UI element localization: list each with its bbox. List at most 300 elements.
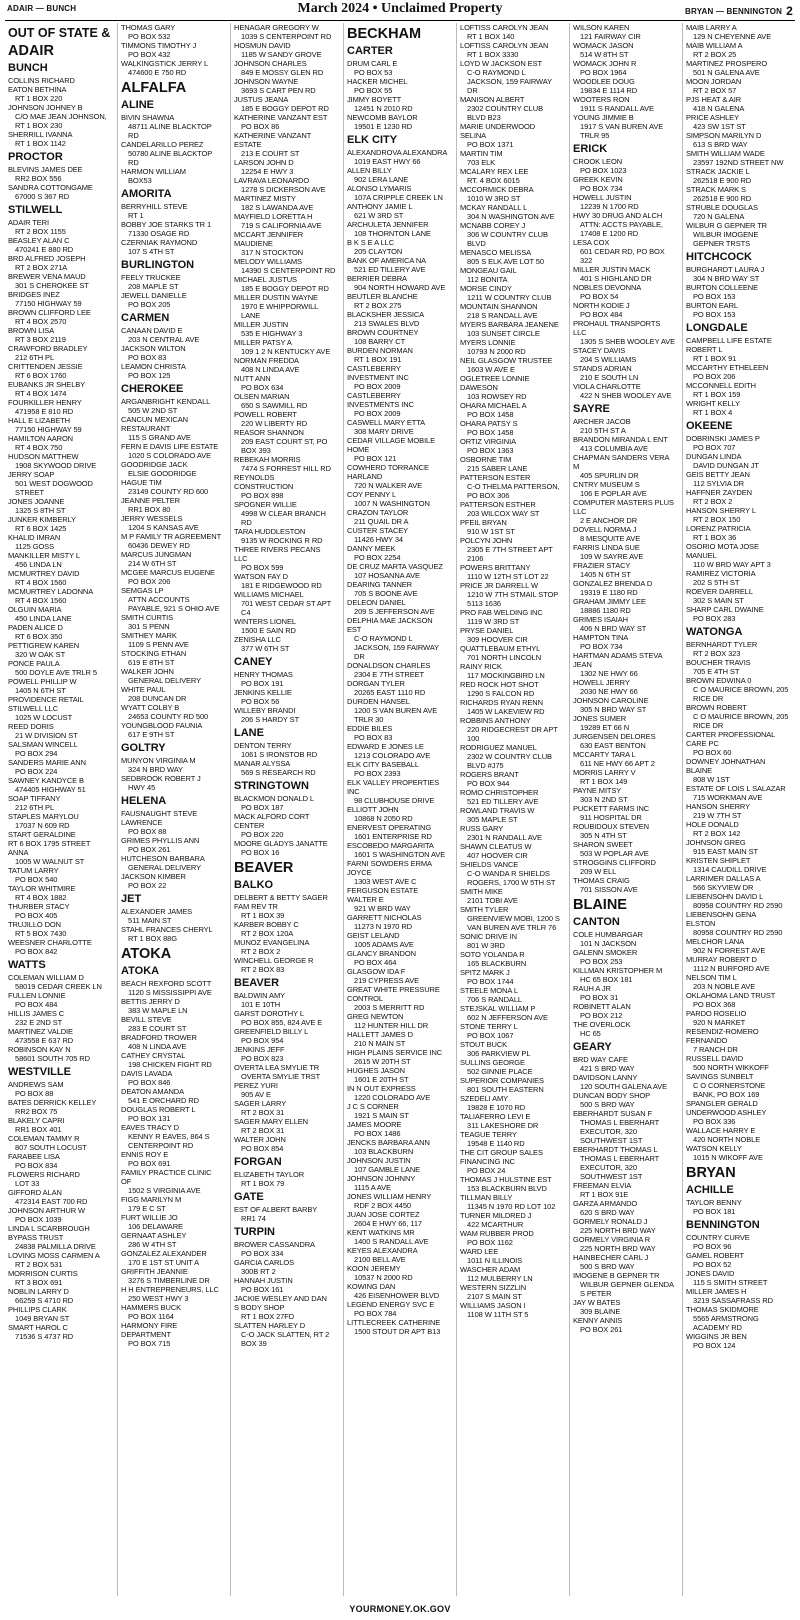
owner-address: 705 S BOONE AVE bbox=[354, 589, 418, 598]
owner-name: LLC bbox=[573, 507, 587, 516]
owner-address: 305 N 4TH ST bbox=[580, 831, 627, 840]
owner-address: RT 2 BOX 83 bbox=[241, 965, 285, 974]
owner-name: HAFFNER ZAYDEN bbox=[686, 488, 752, 497]
owner-address: 2604 E HWY 66, 117 bbox=[354, 1219, 422, 1228]
listing-entry bbox=[460, 23, 567, 41]
owner-name: GARZA ARMANDO bbox=[573, 1199, 638, 1208]
owner-address: 112 BONITA bbox=[467, 275, 508, 284]
owner-address: 474600 E 750 RD bbox=[128, 68, 187, 77]
listing-entry bbox=[573, 77, 680, 95]
owner-name: ALEXANDER JAMES bbox=[121, 907, 193, 916]
owner-name: HAMMERS BUCK bbox=[121, 1303, 182, 1312]
listing-entry bbox=[686, 1072, 794, 1099]
owner-address: 232 E 2ND ST bbox=[15, 1018, 63, 1027]
listing-entry bbox=[121, 997, 228, 1015]
listing-entry bbox=[686, 605, 794, 623]
owner-name: BROWER CASSANDRA bbox=[234, 1240, 315, 1249]
owner-address: PO BOX 599 bbox=[241, 563, 284, 572]
owner-address: PO BOX 784 bbox=[354, 1309, 397, 1318]
owner-name: BROWN EDWINA 0 bbox=[686, 676, 752, 685]
owner-address: TRLR 95 bbox=[580, 131, 610, 140]
owner-name: JENKINS JEFF bbox=[234, 1045, 285, 1054]
owner-address: PO BOX 336 bbox=[693, 1117, 736, 1126]
listing-entry bbox=[234, 1009, 341, 1027]
listing-entry bbox=[8, 416, 115, 434]
listing-entry bbox=[234, 95, 341, 113]
owner-address: 1303 WEST AVE C bbox=[354, 877, 417, 886]
listing-entry bbox=[121, 478, 228, 496]
owner-name: PETTIGREW KAREN bbox=[8, 641, 80, 650]
listing-entry bbox=[460, 1040, 567, 1058]
owner-name: CUSTER STACEY bbox=[347, 526, 409, 535]
listing-entry bbox=[686, 874, 794, 892]
owner-name: NEWCOMB BAYLOR bbox=[347, 113, 418, 122]
listing-entry bbox=[573, 480, 680, 498]
owner-name: BOUCHER TRAVIS bbox=[686, 658, 751, 667]
listing-entry bbox=[573, 453, 680, 462]
owner-address: RT 1 BOX 1142 bbox=[15, 139, 66, 148]
owner-address: PO BOX 334 bbox=[241, 1249, 284, 1258]
town-heading: LONGDALE bbox=[686, 322, 748, 334]
owner-name: KATHERINE VANZANT EST bbox=[234, 113, 328, 122]
owner-name: DENTON TERRY bbox=[234, 741, 292, 750]
owner-name: ELLIOTT JOHN bbox=[347, 805, 399, 814]
owner-name: CENTER bbox=[234, 821, 265, 830]
owner-address: C-O RAYMOND L bbox=[354, 634, 413, 643]
owner-address: 23597 192ND STREET NW bbox=[693, 158, 784, 167]
owner-address: 1108 W 11TH ST 5 bbox=[467, 1310, 529, 1319]
listing-entry bbox=[460, 788, 567, 806]
owner-name: CEDAR VILLAGE MOBILE bbox=[347, 436, 436, 445]
owner-name: ARCHULETA JENNIFER bbox=[347, 220, 429, 229]
owner-address: 1015 N WIKOFF AVE bbox=[693, 1153, 763, 1162]
listing-entry bbox=[460, 968, 567, 986]
owner-address: PO BOX 898 bbox=[241, 491, 284, 500]
owner-name: SMITH CURTIS bbox=[121, 613, 173, 622]
listing-entry bbox=[347, 1102, 454, 1120]
owner-name: JONES DAVID bbox=[686, 1269, 735, 1278]
listing-entry bbox=[686, 730, 794, 739]
owner-name: DRUM CARL E bbox=[347, 59, 398, 68]
owner-address: 109 1 2 N KENTUCKY AVE bbox=[241, 347, 331, 356]
owner-address: WILBUR GEPNER GLENDA bbox=[580, 1280, 674, 1289]
listing-entry bbox=[121, 1177, 228, 1195]
owner-name: WASCHER ADAM bbox=[460, 1265, 521, 1274]
owner-address: RT 1 BOX 27FD bbox=[241, 1312, 295, 1321]
owner-address: 2615 W 20TH ST bbox=[354, 1057, 411, 1066]
owner-address: 503 W POPLAR AVE bbox=[580, 849, 649, 858]
owner-name: SMITHEY MARK bbox=[121, 631, 177, 640]
owner-name: CARTER PROFESSIONAL bbox=[686, 730, 776, 739]
listing-entry bbox=[234, 374, 341, 392]
listing-entry bbox=[8, 1323, 115, 1341]
owner-address: 24653 COUNTY RD 500 bbox=[128, 712, 209, 721]
owner-name: GRAHAM JIMMY LEE bbox=[573, 597, 646, 606]
owner-name: DOWNEY JOHNATHAN bbox=[686, 757, 766, 766]
owner-address: 807 SOUTH LOCUST bbox=[15, 1143, 87, 1152]
owner-address: 1601 E 20TH ST bbox=[354, 1075, 409, 1084]
owner-address: 212 6TH PL bbox=[15, 803, 55, 812]
owner-address: 701 SISSON AVE bbox=[580, 885, 638, 894]
owner-address: PO BOX 2393 bbox=[354, 769, 401, 778]
listing-entry bbox=[573, 732, 680, 750]
listing-entry bbox=[234, 1081, 341, 1099]
owner-name: MACK ALFORD CORT bbox=[234, 812, 310, 821]
owner-name: LAWRENCE bbox=[121, 818, 163, 827]
listing-entry bbox=[347, 994, 454, 1012]
owner-address: 211 QUAIL DR A bbox=[354, 517, 409, 526]
owner-name: VIOLA CHARLOTTE bbox=[573, 382, 641, 391]
owner-name: ALEXANDROVA ALEXANDRA bbox=[347, 148, 448, 157]
owner-name: TRUJILLO DON bbox=[8, 920, 61, 929]
listing-entry bbox=[573, 678, 680, 696]
owner-name: RAINY RICK bbox=[460, 662, 502, 671]
owner-name: SANDERS MARIE ANN bbox=[8, 758, 86, 767]
listing-entry bbox=[686, 1287, 794, 1305]
listing-entry bbox=[347, 1318, 454, 1336]
owner-address: C O MAURICE BROWN, 205 bbox=[693, 685, 789, 694]
owner-name: PFEIL BRYAN bbox=[460, 518, 507, 527]
owner-address: 304 N BRD WAY ST bbox=[693, 274, 760, 283]
owner-name: B K S E A LLC bbox=[347, 238, 395, 247]
listing-entry bbox=[8, 569, 115, 587]
owner-address: PO BOX 261 bbox=[128, 845, 171, 854]
owner-address: RT 1 BOX 3330 bbox=[467, 50, 519, 59]
owner-address: 1120 S MISSISSIPPI AVE bbox=[128, 988, 212, 997]
owner-address: RT 1 BOX 88G bbox=[128, 934, 177, 943]
owner-address: 7474 S FORREST HILL RD bbox=[241, 464, 331, 473]
owner-address: HWY 45 bbox=[128, 783, 156, 792]
owner-address: PO BOX 405 bbox=[15, 911, 58, 920]
owner-name: J C S CORNER bbox=[347, 1102, 399, 1111]
owner-address: 11426 HWY 34 bbox=[354, 535, 403, 544]
listing-entry bbox=[347, 256, 454, 274]
owner-address: 719 S CALIFORNIA AVE bbox=[241, 221, 322, 230]
listing-entry bbox=[573, 561, 680, 579]
listing-entry bbox=[8, 551, 115, 569]
owner-name: JURGENSEN DELORES bbox=[573, 732, 656, 741]
owner-address: 1220 COLORADO AVE bbox=[354, 1093, 431, 1102]
owner-name: BLACKMON DONALD L bbox=[234, 794, 314, 803]
listing-entry bbox=[347, 742, 454, 760]
listing-entry bbox=[460, 59, 567, 95]
owner-address: C/O MAE JEAN JOHNSON, bbox=[15, 112, 107, 121]
owner-address: PO BOX 464 bbox=[354, 958, 397, 967]
listing-entry bbox=[460, 887, 567, 905]
owner-address: 286 W 4TH ST bbox=[128, 1240, 177, 1249]
owner-address: 106 DELAWARE bbox=[128, 1222, 183, 1231]
owner-name: FINANCING INC bbox=[460, 1157, 515, 1166]
owner-name: GREG NEWTON bbox=[347, 1012, 404, 1021]
listing-entry bbox=[121, 685, 228, 703]
owner-name: PATTERSON ESTHER bbox=[460, 500, 536, 509]
owner-address: 305 N BRD WAY ST bbox=[580, 705, 647, 714]
owner-address: 1061 S IRONSTOB RD bbox=[241, 750, 318, 759]
owner-address: PO BOX 124 bbox=[693, 1341, 736, 1350]
owner-address: 413 COLUMBIA AVE bbox=[580, 444, 648, 453]
owner-name: TAYLOR BENNY bbox=[686, 1198, 742, 1207]
owner-address: 611 NE HWY 66 APT 2 bbox=[580, 759, 655, 768]
owner-name: STONE TERRY L bbox=[460, 1022, 518, 1031]
owner-name: GEIST LELAND bbox=[347, 931, 400, 940]
listing-entry bbox=[121, 1195, 228, 1213]
owner-name: MARTINEZ VALDIE bbox=[8, 1027, 73, 1036]
listing-entry bbox=[347, 184, 454, 202]
owner-name: GREEK KEVIN bbox=[573, 175, 623, 184]
owner-address: 210 E SOUTH LN bbox=[580, 373, 639, 382]
owner-address: 1921 S MAIN ST bbox=[354, 1111, 409, 1120]
owner-address: PO BOX 212 bbox=[580, 1011, 623, 1020]
owner-name: JOYCE bbox=[347, 868, 372, 877]
listing-entry bbox=[121, 344, 228, 362]
owner-name: OSBORNE TIM bbox=[460, 455, 512, 464]
owner-name: BURDEN NORMAN bbox=[347, 346, 413, 355]
listing-entry bbox=[347, 526, 454, 544]
owner-name: HAINBECHER CARL J bbox=[573, 1253, 649, 1262]
listing-entry bbox=[234, 741, 341, 759]
owner-address: 1185 W SANDY GROVE bbox=[241, 50, 322, 59]
listing-entry bbox=[347, 760, 454, 778]
owner-name: GARRETT NICHOLAS bbox=[347, 913, 422, 922]
owner-address: PO BOX 181 bbox=[693, 1207, 736, 1216]
owner-name: ANTHONY JAMIE L bbox=[347, 202, 413, 211]
owner-name: MILLER PATSY A bbox=[234, 338, 292, 347]
owner-address: 219 CYPRESS AVE bbox=[354, 976, 420, 985]
owner-address: 422 MCARTHUR bbox=[467, 1220, 524, 1229]
listing-entry bbox=[573, 543, 680, 561]
owner-address: 1911 S RANDALL AVE bbox=[580, 104, 654, 113]
owner-address: 650 S SAWMILL RD bbox=[241, 401, 308, 410]
town-heading: ELK CITY bbox=[347, 134, 398, 146]
owner-address: 209 EAST COURT ST, PO bbox=[241, 437, 328, 446]
owner-name: MOORE GLADYS JANATTE bbox=[234, 839, 328, 848]
listing-entry bbox=[686, 1332, 794, 1350]
owner-address: RT 4 BOX 1882 bbox=[15, 893, 67, 902]
listing-entry bbox=[234, 455, 341, 473]
owner-address: 617 E 9TH ST bbox=[128, 730, 175, 739]
listing-entry bbox=[573, 238, 680, 265]
listing-entry bbox=[573, 301, 680, 319]
owner-name: LIEBENSOHN GENA bbox=[686, 910, 757, 919]
listing-entry bbox=[460, 1094, 567, 1112]
listing-entry bbox=[234, 482, 341, 500]
listing-entry bbox=[234, 1135, 341, 1153]
listing-entry bbox=[686, 1027, 794, 1036]
owner-address: 66259 S 4710 RD bbox=[15, 1296, 74, 1305]
owner-name: STANDS ADRIAN bbox=[573, 364, 632, 373]
listing-entry bbox=[121, 514, 228, 532]
owner-name: SELINA bbox=[460, 131, 487, 140]
owner-name: THOMAS SKIDMORE bbox=[686, 1305, 759, 1314]
listing-entry bbox=[460, 401, 567, 419]
listing-entry bbox=[460, 608, 567, 626]
listing-entry bbox=[686, 1009, 794, 1027]
owner-address: RT 2 BOX 531 bbox=[15, 1260, 63, 1269]
owner-name: OVERTA LEA SMYLIE TR bbox=[234, 1063, 320, 1072]
owner-address: 601 CEDAR RD, PO BOX bbox=[580, 247, 665, 256]
owner-address: 383 W MAPLE LN bbox=[128, 1006, 188, 1015]
listing-entry bbox=[234, 617, 341, 635]
owner-name: MARTIN TIM bbox=[460, 149, 503, 158]
owner-name: STRUBLE DOUGLAS bbox=[686, 203, 758, 212]
listing-entry bbox=[8, 290, 115, 308]
owner-address: RT 4 BOX 750 bbox=[15, 443, 63, 452]
town-heading: LANE bbox=[234, 727, 264, 739]
owner-address: 117 MOCKINGBIRD LN bbox=[467, 671, 545, 680]
listing-entry bbox=[8, 272, 115, 290]
listing-entry bbox=[347, 805, 454, 823]
listing-entry bbox=[573, 633, 680, 651]
listing-column bbox=[683, 23, 795, 1596]
owner-address: 915 EAST MAIN ST bbox=[693, 847, 758, 856]
owner-address: 203 WILCOX WAY ST bbox=[467, 509, 540, 518]
owner-address: 2301 N RANDALL AVE bbox=[467, 833, 542, 842]
listing-entry bbox=[234, 131, 341, 140]
owner-address: 50780 ALINE BLACKTOP bbox=[128, 149, 213, 158]
owner-address: PO BOX 55 bbox=[354, 86, 393, 95]
town-heading: ACHILLE bbox=[686, 1184, 734, 1196]
owner-name: JUAN JOSE CORTEZ bbox=[347, 1210, 420, 1219]
listing-entry bbox=[8, 470, 115, 497]
listing-entry bbox=[234, 1258, 341, 1276]
owner-name: ANDREWS SAM bbox=[8, 1080, 64, 1089]
owner-name: COMPUTER MASTERS PLUS bbox=[573, 498, 674, 507]
owner-address: 1025 W LOCUST bbox=[15, 713, 73, 722]
owner-address: 1278 S DICKERSON AVE bbox=[241, 185, 326, 194]
owner-name: WATSON KELLY bbox=[686, 1144, 742, 1153]
listing-entry bbox=[460, 1148, 567, 1157]
town-heading: ATOKA bbox=[121, 965, 160, 977]
listing-entry bbox=[8, 497, 115, 515]
owner-address: S PETER bbox=[580, 1289, 612, 1298]
listing-entry bbox=[686, 1233, 794, 1251]
owner-address: 198 CHICKEN FIGHT RD bbox=[128, 1060, 212, 1069]
owner-address: PO BOX 121 bbox=[354, 454, 397, 463]
owner-address: 1290 S FALCON RD bbox=[467, 689, 535, 698]
owner-name: GREENFIELD BILLY L bbox=[234, 1027, 309, 1036]
listing-entry bbox=[460, 1283, 567, 1301]
owner-address: RT 2 BOX 57 bbox=[693, 86, 737, 95]
owner-name: RESTAURANT bbox=[121, 424, 171, 433]
owner-address: BLVD B23 bbox=[467, 113, 501, 122]
owner-address: 1112 N BURFORD AVE bbox=[693, 964, 770, 973]
listing-entry bbox=[347, 445, 454, 463]
owner-name: ESTATE bbox=[234, 140, 262, 149]
listing-entry bbox=[686, 283, 794, 301]
owner-name: ROBINETT ALAN bbox=[573, 1002, 631, 1011]
owner-address: PO BOX 205 bbox=[128, 300, 171, 309]
listing-entry bbox=[573, 1055, 680, 1073]
listing-entry bbox=[686, 167, 794, 185]
town-heading: CARTER bbox=[347, 45, 393, 57]
owner-address: RT 6 BOX 1760 bbox=[15, 371, 67, 380]
listing-entry bbox=[686, 1269, 794, 1287]
listing-entry bbox=[686, 23, 794, 41]
owner-address: GENERAL DELIVERY bbox=[128, 863, 202, 872]
owner-address: RT 2 BOX 275 bbox=[354, 301, 402, 310]
owner-address: 115 S SMITH STREET bbox=[693, 1278, 768, 1287]
town-heading: CHEROKEE bbox=[121, 383, 184, 395]
owner-name: JOHNSON WAYNE bbox=[234, 77, 299, 86]
owner-name: THOMAS J HULSTINE EST bbox=[460, 1175, 552, 1184]
listing-entry bbox=[234, 473, 341, 482]
owner-address: 19828 E 1070 RD bbox=[467, 1103, 526, 1112]
owner-name: DURDEN HANSEL bbox=[347, 697, 410, 706]
owner-name: IMOGENE B GEPNER TR bbox=[573, 1271, 660, 1280]
owner-address: 705 E 4TH ST bbox=[693, 667, 740, 676]
owner-address: THOMAS L EBERHART bbox=[580, 1154, 660, 1163]
owner-address: 471958 E 810 RD bbox=[15, 407, 74, 416]
owner-name: POWELL PHILLIP W bbox=[8, 677, 77, 686]
owner-name: STILWELL LLC bbox=[8, 704, 59, 713]
owner-name: WAM RUBBER PROD bbox=[460, 1229, 534, 1238]
listing-entry bbox=[347, 1246, 454, 1264]
listing-entry bbox=[234, 527, 341, 545]
listing-entry bbox=[686, 569, 794, 587]
owner-address: RT 2 BOX 323 bbox=[693, 649, 741, 658]
listing-entry bbox=[573, 382, 680, 400]
listing-entry bbox=[460, 1112, 567, 1130]
owner-name: ROWLAND TRAVIS W bbox=[460, 806, 535, 815]
owner-name: STOCKING ETHAN bbox=[121, 649, 187, 658]
owner-name: FREEMAN ELVIA bbox=[573, 1181, 632, 1190]
owner-name: ANNA bbox=[8, 848, 29, 857]
owner-name: BALDWIN AMY bbox=[234, 991, 285, 1000]
owner-address: C-O WANDA R SHIELDS bbox=[467, 869, 550, 878]
page-number: 2 bbox=[786, 4, 793, 18]
listing-entry bbox=[573, 984, 680, 1002]
owner-name: SIMPSON MARILYN D bbox=[686, 131, 762, 140]
listing-entry bbox=[573, 1253, 680, 1271]
listing-entry bbox=[347, 328, 454, 346]
owner-name: ROMO CHRISTOPHER bbox=[460, 788, 539, 797]
owner-name: HOSMUN DAVID bbox=[234, 41, 291, 50]
owner-name: SZEDELI AMY bbox=[460, 1094, 509, 1103]
owner-name: TATUM LARRY bbox=[8, 866, 59, 875]
owner-name: RODRIGUEZ MANUEL bbox=[460, 743, 537, 752]
owner-name: ESTATE OF LOIS L SALAZAR bbox=[686, 784, 786, 793]
listing-entry bbox=[460, 185, 567, 203]
listing-column bbox=[570, 23, 683, 1596]
listing-entry bbox=[8, 515, 115, 533]
owner-address: STREET bbox=[15, 488, 44, 497]
town-heading: GATE bbox=[234, 1191, 264, 1203]
owner-address: PO BOX 432 bbox=[128, 50, 171, 59]
owner-name: KEYES ALEXANDRA bbox=[347, 1246, 418, 1255]
owner-address: 2107 S MAIN ST bbox=[467, 1292, 522, 1301]
listing-entry bbox=[347, 59, 454, 77]
owner-address: 225 NORTH BRD WAY bbox=[580, 1226, 656, 1235]
owner-name: SPOGNER WILLIE bbox=[234, 500, 297, 509]
owner-name: LOVING MOSS CARMEN A bbox=[8, 1251, 100, 1260]
listing-entry bbox=[234, 176, 341, 194]
owner-name: MARTINEZ MISTY bbox=[234, 194, 296, 203]
owner-address: BOX 39 bbox=[241, 1339, 267, 1348]
owner-address: 715 WORKMAN AVE bbox=[693, 793, 763, 802]
owner-name: S BODY SHOP bbox=[234, 1303, 285, 1312]
owner-address: 470241 E 880 RD bbox=[15, 245, 74, 254]
owner-address: SOUTHWEST 1ST bbox=[580, 1172, 643, 1181]
owner-name: COLLINS RICHARD bbox=[8, 76, 75, 85]
owner-name: PRYSE DANIEL bbox=[460, 626, 514, 635]
owner-address: 324 N BRD WAY bbox=[128, 765, 183, 774]
owner-name: JIMMY BOYETT bbox=[347, 95, 402, 104]
town-heading: WATONGA bbox=[686, 626, 743, 638]
listing-entry bbox=[121, 238, 228, 256]
owner-address: RT 1 BOX 39 bbox=[241, 911, 285, 920]
owner-address: PO BOX 206 bbox=[693, 372, 736, 381]
owner-address: 805 S ELK AVE LOT 50 bbox=[467, 257, 544, 266]
